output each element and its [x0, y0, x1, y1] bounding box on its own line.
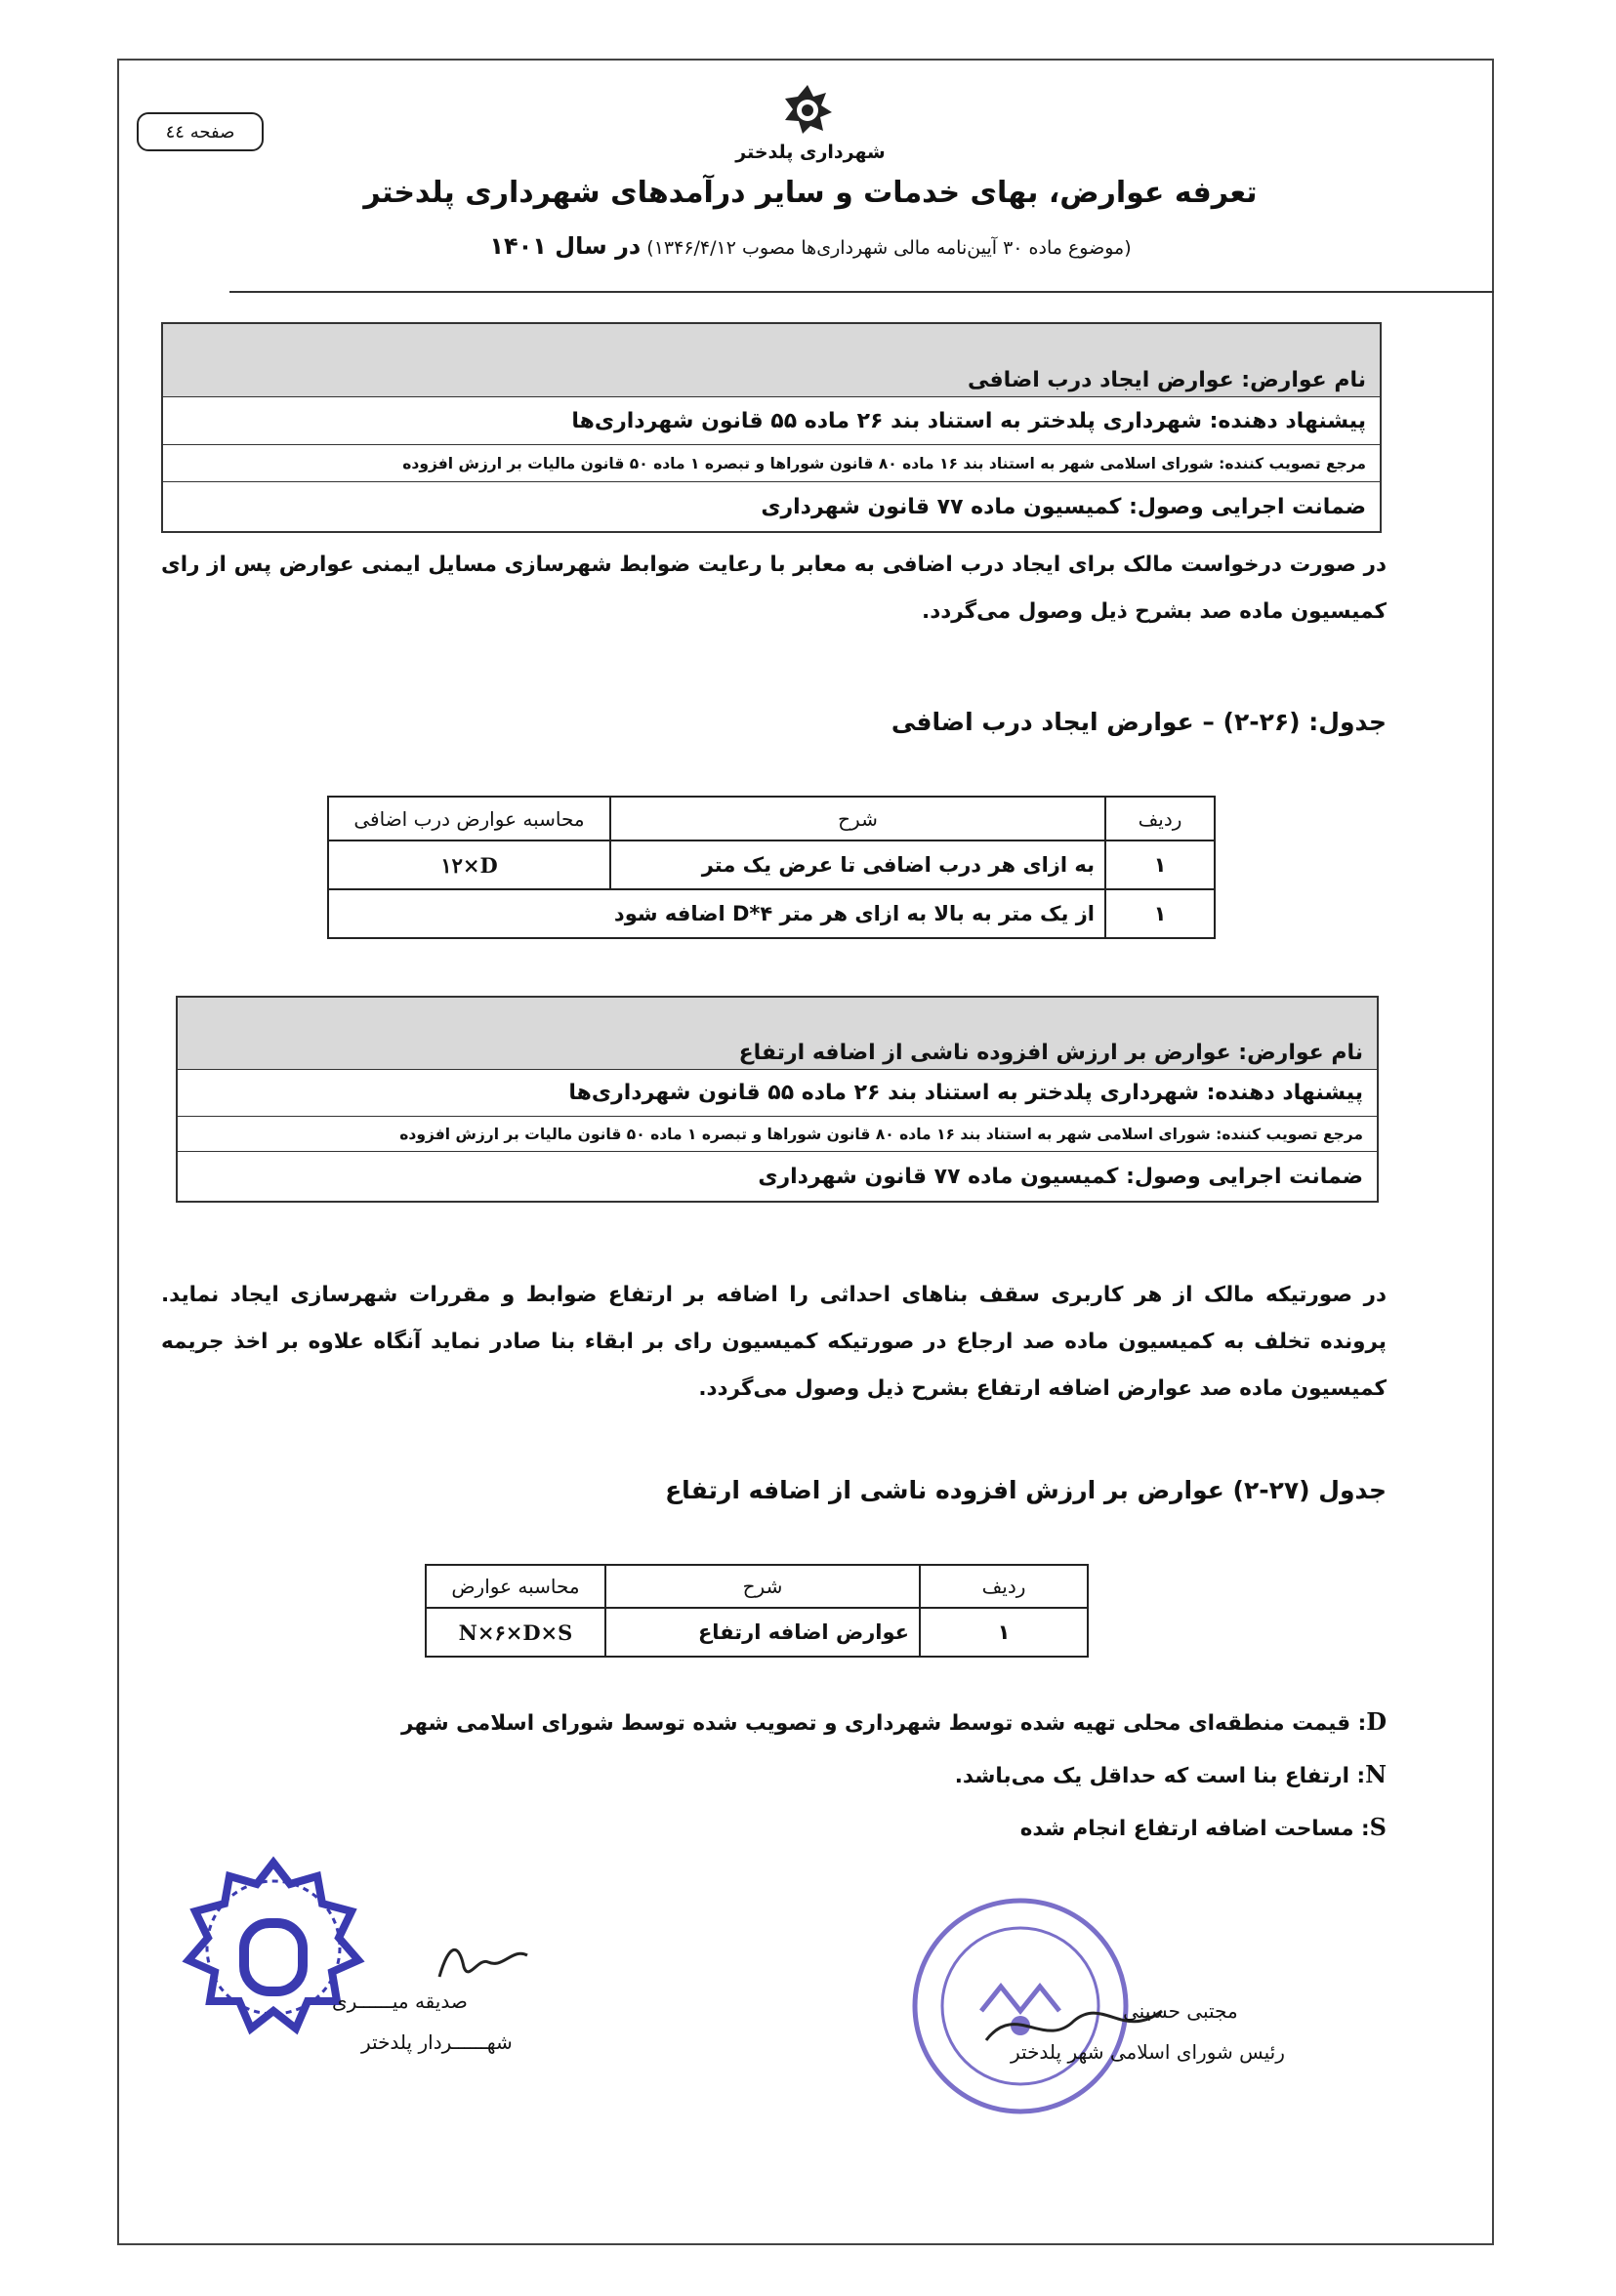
- section1-table-title: جدول: (۲۶-۲) – عوارض ایجاد درب اضافی: [891, 708, 1387, 736]
- section2-proposer: پیشنهاد دهنده: شهرداری پلدختر به استناد بند ۲۶ ماده ۵۵ قانون شهرداری‌ها: [178, 1070, 1377, 1117]
- section2-guarantee: ضمانت اجرایی وصول: کمیسیون ماده ۷۷ قانون شهرداری: [758, 1164, 1363, 1189]
- section2-info-box: [176, 996, 1379, 1203]
- row-number: ۱: [1105, 889, 1215, 938]
- council-chair-title: رئیس شورای اسلامی شهر پلدختر: [1011, 2040, 1285, 2064]
- header-row-number: ردیف: [1105, 797, 1215, 840]
- section1-paragraph: در صورت درخواست مالک برای ایجاد درب اضافی به معابر با رعایت ضوابط شهرسازی مسایل ایمنی عوارض پس از رای کمیسیون ماده صد بشرح ذیل وصول می‌گردد.: [161, 553, 1387, 624]
- row-calculation: ۱۲×D: [328, 840, 610, 889]
- table-header-row: [328, 797, 1215, 840]
- section1-proposer: پیشنهاد دهنده: شهرداری پلدختر به استناد بند ۲۶ ماده ۵۵ قانون شهرداری‌ها: [163, 397, 1380, 445]
- section1-info-box: [161, 322, 1382, 533]
- row-number: ۱: [1105, 840, 1215, 889]
- section2-tariff-name: نام عوارض: عوارض بر ارزش افزوده ناشی از اضافه ارتفاع: [178, 998, 1377, 1070]
- mayor-name: صدیقه میــــــری: [332, 1989, 468, 2013]
- section2-approver: مرجع تصویب کننده: شورای اسلامی شهر به استناد بند ۱۶ ماده ۸۰ قانون شوراها و تبصره ۱ ماده ۵۰ قانون مالیات بر ارزش افزوده: [178, 1117, 1377, 1152]
- row-number: ۱: [920, 1608, 1088, 1657]
- table-header-row: [426, 1565, 1088, 1608]
- row-description: از یک متر به بالا به ازای هر متر D*۴ اضافه شود: [328, 889, 1105, 938]
- table-row: [426, 1608, 1088, 1657]
- section2-paragraph: در صورتیکه مالک از هر کاربری سقف بناهای احداثی را اضافه بر ارتفاع ضوابط و مقررات شهرسازی ایجاد نماید. پرونده تخلف به کمیسیون ماده صد ارجاع در صورتیکه کمیسیون رای بر ابقاء بنا صادر نماید آنگاه علاوه بر اخذ جریمه کمیسیون ماده صد عوارض اضافه ارتفاع بشرح ذیل وصول می‌گردد.: [161, 1283, 1387, 1401]
- header-calculation: محاسبه عوارض: [426, 1565, 605, 1608]
- mayor-signature-icon: [430, 1938, 537, 1987]
- header-row-number: ردیف: [920, 1565, 1088, 1608]
- row-description: عوارض اضافه ارتفاع: [605, 1608, 920, 1657]
- mayor-title: شهــــــردار پلدختر: [361, 2030, 513, 2054]
- table-row: [328, 889, 1215, 938]
- table-row: [328, 840, 1215, 889]
- document-title: تعرفه عوارض، بهای خدمات و سایر درآمدهای شهرداری پلدختر: [363, 176, 1258, 210]
- subtitle-year: در سال ۱۴۰۱: [489, 232, 642, 260]
- section1-approver: مرجع تصویب کننده: شورای اسلامی شهر به استناد بند ۱۶ ماده ۸۰ قانون شوراها و تبصره ۱ ماده ۵۰ قانون مالیات بر ارزش افزوده: [163, 445, 1380, 482]
- section1-guarantee: ضمانت اجرایی وصول: کمیسیون ماده ۷۷ قانون شهرداری: [761, 494, 1366, 519]
- section1-tariff-name: نام عوارض: عوارض ایجاد درب اضافی: [163, 324, 1380, 397]
- header-description: شرح: [610, 797, 1105, 840]
- header-divider: [229, 291, 1494, 293]
- council-chair-name: مجتبی حسینی: [1123, 1999, 1238, 2023]
- page-number-badge: صفحه ٤٤: [137, 112, 264, 151]
- legend-item: N: ارتفاع بنا است که حداقل یک می‌باشد.: [954, 1760, 1387, 1788]
- section2-table: [425, 1564, 1089, 1658]
- section2-table-title: جدول (۲۷-۲) عوارض بر ارزش افزوده ناشی از اضافه ارتفاع: [665, 1476, 1387, 1504]
- municipality-logo-icon: [781, 83, 834, 136]
- header-calculation: محاسبه عوارض درب اضافی: [328, 797, 610, 840]
- legend-item: S: مساحت اضافه ارتفاع انجام شده: [1019, 1813, 1387, 1841]
- legend-item: D: قیمت منطقه‌ای محلی تهیه شده توسط شهرداری و تصویب شده توسط شورای اسلامی شهر: [400, 1707, 1387, 1736]
- section1-table: [327, 796, 1216, 939]
- header-description: شرح: [605, 1565, 920, 1608]
- municipality-name: شهرداری پلدختر: [735, 142, 886, 163]
- document-subtitle: [195, 232, 1426, 260]
- subtitle-basis: (موضوع ماده ۳۰ آیین‌نامه مالی شهرداری‌ها مصوب ۱۳۴۶/۴/۱۲): [646, 237, 1132, 259]
- row-calculation: N×۶×D×S: [426, 1608, 605, 1657]
- row-description: به ازای هر درب اضافی تا عرض یک متر: [610, 840, 1105, 889]
- variable-legend: [312, 1697, 1387, 1855]
